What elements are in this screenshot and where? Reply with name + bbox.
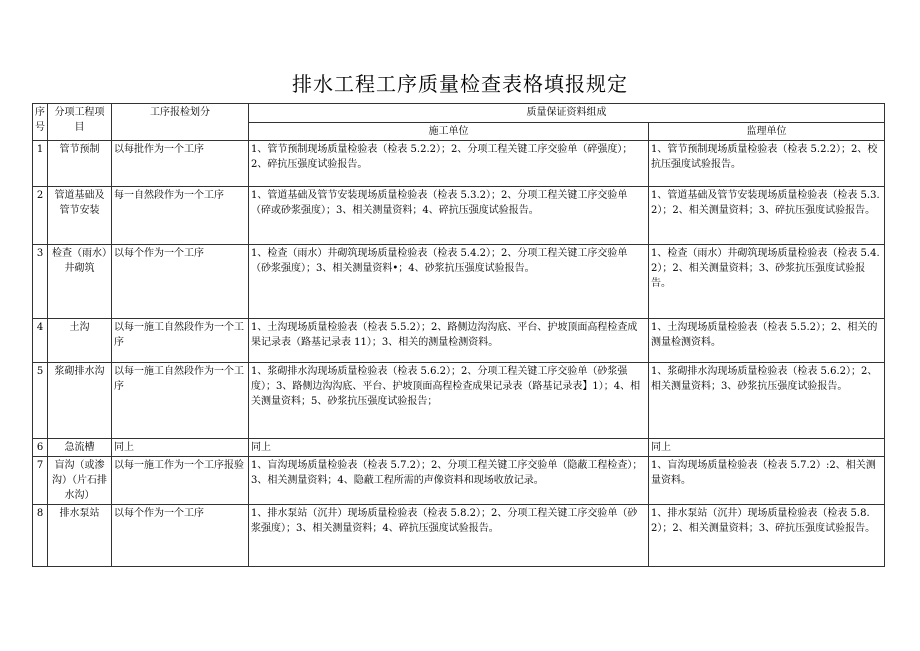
row-number: 1	[33, 141, 48, 187]
item-name: 浆砌排水沟	[48, 363, 112, 439]
division-cell: 以每个作为一个工序	[112, 245, 249, 319]
supervision-cell: 1、管道基础及管节安装现场质量检验表（检表 5.3.2）；2、相关测量资料；3、碎抗压强度试验报告。	[649, 187, 885, 245]
item-name: 排水泵站	[48, 505, 112, 567]
header-construction: 施工单位	[249, 123, 649, 141]
item-name: 急流槽	[48, 439, 112, 457]
row-number: 8	[33, 505, 48, 567]
supervision-cell: 1、盲沟现场质量检验表（检表 5.7.2）:2、相关测量资料。	[649, 457, 885, 505]
construction-cell: 同上	[249, 439, 649, 457]
header-group: 质量保证资料组成	[249, 104, 885, 123]
item-name: 管道基础及管节安装	[48, 187, 112, 245]
supervision-cell: 1、土沟现场质量检验表（检表 5.5.2）；2、相关的测量检测资料。	[649, 319, 885, 363]
division-cell: 每一自然段作为一个工序	[112, 187, 249, 245]
table-row	[33, 187, 885, 245]
quality-table	[32, 103, 885, 567]
division-cell: 同上	[112, 439, 249, 457]
supervision-cell: 1、排水泵站（沉井）现场质量检验表（检表 5.8.2）；2、相关测量资料；3、碎抗压强度试验报告。	[649, 505, 885, 567]
construction-cell: 1、浆砌排水沟现场质量检验表（检表 5.6.2）；2、分项工程关键工序交验单（砂浆强度）；3、路侧边沟沟底、平台、护坡顶面高程检查成果记录表（路基记录表】1）；4、相关测量资料；5、砂浆抗压强度试验报告；	[249, 363, 649, 439]
construction-cell: 1、盲沟现场质量检验表（检表 5.7.2）；2、分项工程关键工序交验单（隐蔽工程检查）；3、相关测量资料；4、隐蔽工程所需的声像资料和现场收放记录。	[249, 457, 649, 505]
item-name: 土沟	[48, 319, 112, 363]
row-number: 7	[33, 457, 48, 505]
header-supervision: 监理单位	[649, 123, 885, 141]
row-number: 2	[33, 187, 48, 245]
construction-cell: 1、土沟现场质量检验表（检表 5.5.2）；2、路侧边沟沟底、平台、护坡顶面高程检查成果记录表（路基记录表 11）；3、相关的测量检测资料。	[249, 319, 649, 363]
item-name: 检查（雨水）井砌筑	[48, 245, 112, 319]
table-row	[33, 505, 885, 567]
item-name: 盲沟（或渗沟）（片石排水沟）	[48, 457, 112, 505]
header-division: 工序报检划分	[112, 104, 249, 141]
construction-cell: 1、管道基础及管节安装现场质量检验表（检表 5.3.2）；2、分项工程关键工序交验单（碎或砂浆强度）；3、相关测量资料；4、碎抗压强度试验报告。	[249, 187, 649, 245]
page-title: 排水工程工序质量检查表格填报规定	[292, 72, 628, 96]
supervision-cell: 同上	[649, 439, 885, 457]
row-number: 4	[33, 319, 48, 363]
supervision-cell: 1、管节预制现场质量检验表（检表 5.2.2）；2、校抗压强度试验报告。	[649, 141, 885, 187]
table-row	[33, 439, 885, 457]
division-cell: 以每个作为一个工序	[112, 505, 249, 567]
division-cell: 以每一施工自然段作为一个工序	[112, 363, 249, 439]
table-row	[33, 319, 885, 363]
item-name: 管节预制	[48, 141, 112, 187]
table-row	[33, 141, 885, 187]
header-item: 分项工程项目	[48, 104, 112, 141]
division-cell: 以每批作为一个工序	[112, 141, 249, 187]
construction-cell: 1、管节预制现场质量检验表（检表 5.2.2）；2、分项工程关键工序交验单（碎强度）；2、碎抗压强度试验报告。	[249, 141, 649, 187]
division-cell: 以每一施工作为一个工序报验	[112, 457, 249, 505]
construction-cell: 1、排水泵站（沉井）现场质量检验表（检表 5.8.2）；2、分项工程关键工序交验单（砂浆强度）；3、相关测量资料；4、碎抗压强度试验报告。	[249, 505, 649, 567]
construction-cell: 1、检查（雨水）井砌筑现场质量检验表（检表 5.4.2）；2、分项工程关键工序交验单（砂浆强度）；3、相关测量资料•；4、砂浆抗压强度试验报告。	[249, 245, 649, 319]
row-number: 6	[33, 439, 48, 457]
row-number: 5	[33, 363, 48, 439]
supervision-cell: 1、浆砌排水沟现场质量检验表（检表 5.6.2）；2、相关测量资料；3、砂浆抗压强度试验报告。	[649, 363, 885, 439]
division-cell: 以每一施工自然段作为一个工序	[112, 319, 249, 363]
row-number: 3	[33, 245, 48, 319]
table-row	[33, 363, 885, 439]
table-row	[33, 245, 885, 319]
supervision-cell: 1、检查（雨水）井砌筑现场质量检验表（检表 5.4.2）；2、相关测量资料；3、砂浆抗压强度试验报告。	[649, 245, 885, 319]
header-seq: 序号	[33, 104, 48, 141]
table-row	[33, 457, 885, 505]
